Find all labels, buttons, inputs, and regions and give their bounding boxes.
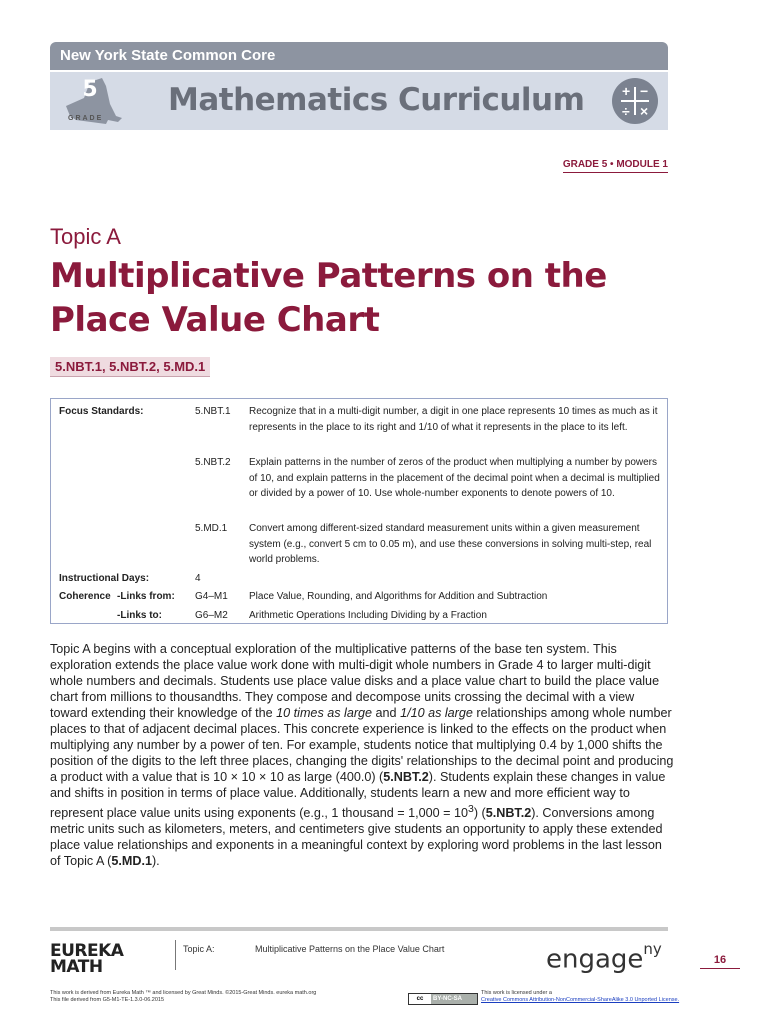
grade-number: 5 [82,77,98,102]
eureka-math-logo: EUREKA MATH [50,941,124,977]
standard-reference: 5.MD.1 [111,854,152,869]
engageny-logo: engage$^{ny}$ [546,940,662,975]
standard-text: Explain patterns in the number of zeros of the product when multiplying a number by powers of 10, and explain patterns in the placement of the decimal point when a decimal is multiplied or divided by a power of 10. Use whole-number exponents to denote powers of 10. [249,457,660,499]
footer-separator [175,940,176,970]
emphasis: 1/10 as large [400,706,473,720]
module-tag: GRADE 5 • MODULE 1 [563,159,668,173]
state-core-banner [50,42,668,70]
instructional-days-label: Instructional Days: [59,573,150,584]
standard-text: Recognize that in a multi-digit number, a digit in one place represents 10 times as much as it represents in the place to its right and 1/10 of what it represents in the place to its left. [249,406,658,433]
footer-topic-label: Topic A: [183,944,215,954]
instructional-days-value: 4 [195,573,201,584]
standards-badge: 5.NBT.1, 5.NBT.2, 5.MD.1 [50,357,210,377]
standard-code: 5.NBT.2 [195,457,231,468]
standard-reference: 5.NBT.2 [383,770,429,784]
standard-code: 5.MD.1 [195,523,228,534]
state-core-label: New York State Common Core [60,47,276,64]
links-to-text: Arithmetic Operations Including Dividing by a Fraction [249,610,487,621]
math-operations-icon: + − ÷ × [612,78,658,124]
footer-topic-title: Multiplicative Patterns on the Place Value Chart [255,944,445,954]
standard-code: 5.NBT.1 [195,406,231,417]
license-notice: This work is licensed under a Creative Commons Attribution-NonCommercial-ShareAlike 3.0 Unported License. [481,990,680,1003]
focus-standards-label: Focus Standards: [59,406,144,417]
links-to-label: -Links to: [117,610,162,621]
topic-label: Topic A [50,224,121,249]
standard-reference: 5.NBT.2 [485,806,532,821]
creative-commons-icon: cc BY-NC-SA [408,993,478,1005]
grade-word: GRADE [68,115,104,122]
page-number: 16 [700,954,740,969]
footer-divider [50,927,668,931]
curriculum-title: Mathematics Curriculum [168,82,585,118]
focus-standards-table [50,398,668,624]
topic-intro-paragraph: Topic A begins with a conceptual exploration of the multiplicative patterns of the base ten system. This exploration extends the place value work done with multi-digit whole numbers in Grade 4 to larger multi-digit whole numbers and decimals. Students use place value disks and a place value chart to build the place value chart from millions to thousandths. They compose and decompose units crossing the decimal with a view toward extending their knowledge of the 10 times as large and 1/10 as large relationships among whole number places to that of adjacent decimal places. This concrete experience is linked to the effects on the product when multiplying any number by a power of ten. For example, students notice that multiplying 0.4 by 1,000 shifts the position of the digits to the left three places, changing the digits' relationships to the decimal point and producing a product with a value that is 10 × 10 × 10 as large (400.0) (5.NBT.2). Students explain these changes in value and shifts in position in terms of place value. Additionally, students learn a new and more efficient way to represent place value units using exponents (e.g., 1 thousand = $1,000 = 10^3$) (5.NBT.2). Conversions among metric units such as kilometers, meters, and centimeters give students an opportunity to apply these extended place value relationships and exponents in a meaningful context by exploring word problems in the last lesson of Topic A (5.MD.1). [50,642,674,869]
links-to-code: G6–M2 [195,610,228,621]
links-from-text: Place Value, Rounding, and Algorithms for Addition and Subtraction [249,591,548,602]
coherence-label: Coherence [59,591,111,602]
links-from-label: -Links from: [117,591,175,602]
page-title: Multiplicative Patterns on the Place Value Chart [50,256,607,340]
links-from-code: G4–M1 [195,591,228,602]
standard-text: Convert among different-sized standard measurement units within a given measurement system (e.g., convert 5 cm to 0.05 m), and use these conversions in solving multi-step, real world problems. [249,523,652,565]
curriculum-banner [50,72,668,130]
emphasis: 10 times as large [276,706,373,720]
copyright-notice: This work is derived from Eureka Math ™ and licensed by Great Minds. ©2015-Great Minds. eureka math.org This file derived from G5-M1-TE-1.3.0-06.2015 [50,990,317,1003]
license-link[interactable]: Creative Commons Attribution-NonCommercial-ShareAlike 3.0 Unported License. [481,997,680,1003]
